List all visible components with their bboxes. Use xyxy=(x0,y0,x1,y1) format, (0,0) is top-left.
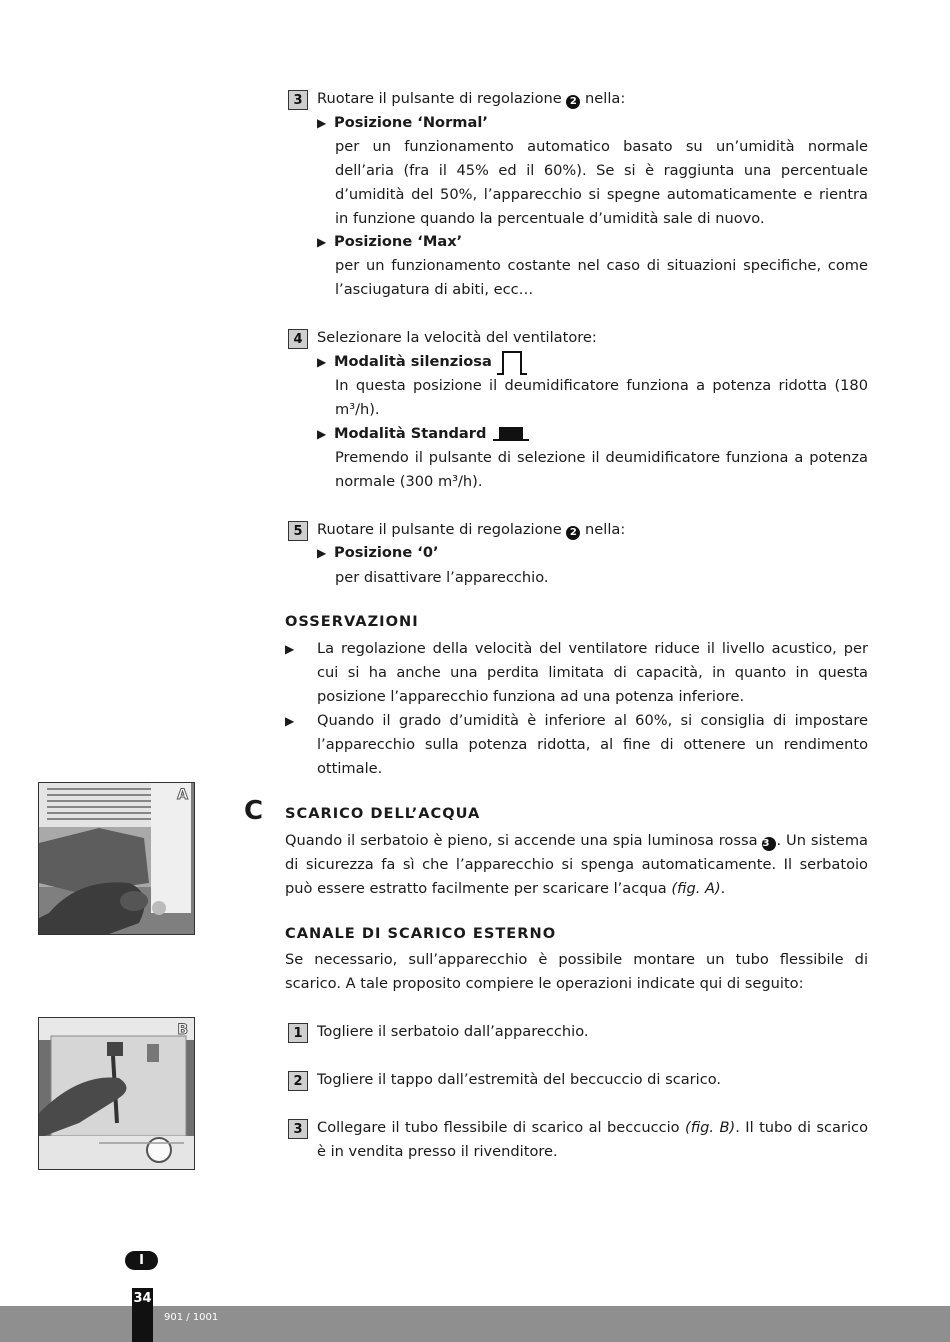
bullet-arrow-icon: ▶ xyxy=(285,714,295,728)
bullet-title-text: Posizione ‘Normal’ xyxy=(334,114,488,131)
figure-reference: (fig. B) xyxy=(685,1119,736,1136)
paragraph-text: . xyxy=(720,880,726,897)
step-number: 3 xyxy=(288,1119,308,1139)
step-number: 5 xyxy=(288,521,308,541)
step-number: 4 xyxy=(288,329,308,349)
figure-a-illustration xyxy=(39,783,194,934)
fan-silent-icon xyxy=(495,349,529,377)
bullet-text: per un funzionamento automatico basato su un’umidità normale dell’aria (fra il 45% ed il 60%). Se si è raggiunta una percentuale d’umidità del 50%, l’apparecchio si spegne automaticamente e rientra in funzione quando la percentuale d’umidità sale di nuovo. xyxy=(335,138,868,227)
bullet-title xyxy=(317,111,488,135)
note-item: La regolazione della velocità del ventilatore riduce il livello acustico, per cui si ha anche una perdita limitata di capacità, in quanto in questa posizione l’apparecchio funziona ad una potenza inferiore. xyxy=(317,640,868,705)
figure-label: A xyxy=(177,787,188,803)
control-marker: 2 xyxy=(566,95,580,109)
bullet-text: Premendo il pulsante di selezione il deumidificatore funziona a potenza normale (300 m³/h). xyxy=(335,449,868,490)
step-text-pre: Ruotare il pulsante di regolazione xyxy=(317,521,562,538)
figure-label: B xyxy=(177,1022,188,1038)
bullet-title xyxy=(317,350,492,374)
note-item: Quando il grado d’umidità è inferiore al 60%, si consiglia di impostare l’apparecchio sulla potenza ridotta, al fine di ottenere un rendimento ottimale. xyxy=(317,712,868,777)
section-paragraph: Se necessario, sull’apparecchio è possibile montare un tubo flessibile di scarico. A tale proposito compiere le operazioni indicate qui di seguito: xyxy=(285,951,868,992)
paragraph-text: Quando il serbatoio è pieno, si accende una spia luminosa rossa xyxy=(285,832,758,849)
bullet-text: per un funzionamento costante nel caso di situazioni specifiche, come l’asciugatura di abiti, ecc… xyxy=(335,257,868,298)
bullet-title xyxy=(317,422,486,446)
paragraph-text: . Un sistema di sicurezza fa sì che l’apparecchio si spenga automaticamente. Il serbatoio può essere estratto facilmente per scaricare l’acqua xyxy=(285,832,869,897)
step-number: 3 xyxy=(288,90,308,110)
bullet-title-text: Posizione ‘Max’ xyxy=(334,233,463,250)
bullet-title-text: Modalità silenziosa xyxy=(334,353,492,370)
figure-b-illustration xyxy=(39,1018,194,1169)
bullet-title xyxy=(317,230,462,254)
page-number: 34 xyxy=(133,1291,152,1306)
bullet-arrow-icon: ▶ xyxy=(317,546,327,560)
bullet-arrow-icon: ▶ xyxy=(317,235,327,249)
control-marker: 3 xyxy=(762,837,776,851)
step-number: 2 xyxy=(288,1071,308,1091)
bullet-title-text: Modalità Standard xyxy=(334,425,487,442)
step-text-post: nella: xyxy=(585,521,626,538)
bullet-text: In questa posizione il deumidificatore funziona a potenza ridotta (180 m³/h). xyxy=(335,377,868,418)
page-number-tab xyxy=(132,1288,153,1342)
bullet-arrow-icon: ▶ xyxy=(317,116,327,130)
bullet-arrow-icon: ▶ xyxy=(317,427,327,441)
step-text-pre: Ruotare il pulsante di regolazione xyxy=(317,90,562,107)
step-text xyxy=(317,518,625,542)
section-heading: OSSERVAZIONI xyxy=(285,613,419,630)
bullet-title xyxy=(317,541,439,565)
bullet-arrow-icon: ▶ xyxy=(317,355,327,369)
step-text-post: nella: xyxy=(585,90,626,107)
control-marker: 2 xyxy=(566,526,580,540)
figure-b xyxy=(38,1017,195,1170)
bullet-title-text: Posizione ‘0’ xyxy=(334,544,439,561)
figure-reference: (fig. A) xyxy=(671,880,721,897)
step-text-post: . Il tubo di scarico è in vendita presso il rivenditore. xyxy=(317,1119,868,1160)
document-code: 901 / 1001 xyxy=(164,1312,219,1323)
step-text xyxy=(317,1116,868,1164)
bullet-arrow-icon: ▶ xyxy=(285,642,295,656)
step-text: Selezionare la velocità del ventilatore: xyxy=(317,329,597,346)
section-paragraph xyxy=(285,829,868,901)
section-heading: CANALE DI SCARICO ESTERNO xyxy=(285,925,557,942)
step-text-pre: Collegare il tubo flessibile di scarico al beccuccio xyxy=(317,1119,680,1136)
step-text xyxy=(317,87,625,111)
fan-standard-icon xyxy=(492,424,530,444)
bullet-text: per disattivare l’apparecchio. xyxy=(335,569,549,586)
language-badge: I xyxy=(125,1251,158,1270)
figure-a xyxy=(38,782,195,935)
step-text: Togliere il serbatoio dall’apparecchio. xyxy=(317,1023,589,1040)
step-text: Togliere il tappo dall’estremità del beccuccio di scarico. xyxy=(317,1071,722,1088)
step-number: 1 xyxy=(288,1023,308,1043)
section-heading: SCARICO DELL’ACQUA xyxy=(285,805,481,822)
section-letter: C xyxy=(244,796,264,826)
